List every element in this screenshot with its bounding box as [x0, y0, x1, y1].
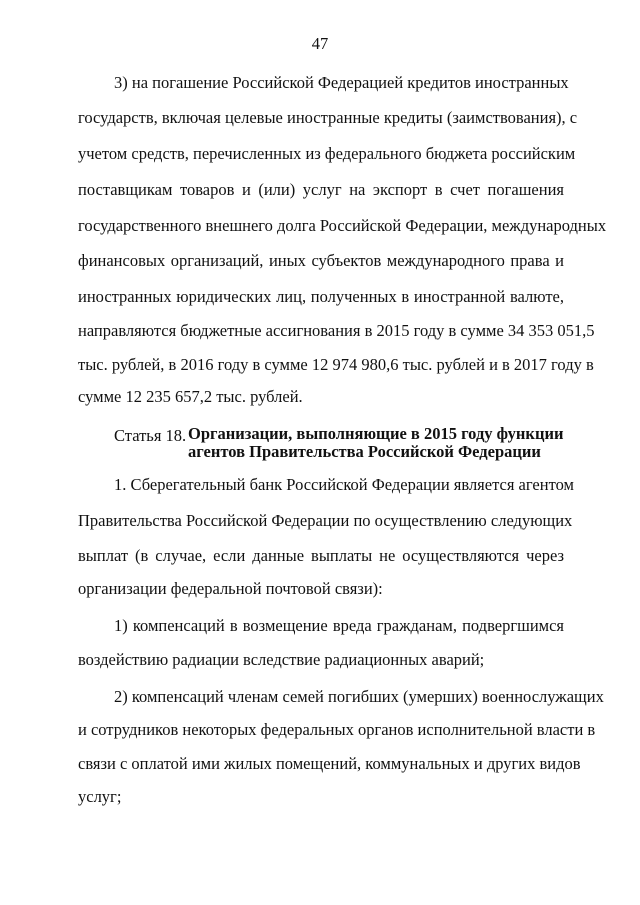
- text-line: выплат (в случае, если данные выплаты не осуществляются через: [78, 546, 564, 565]
- text-line: государственного внешнего долга Российской Федерации, международных: [78, 216, 607, 235]
- text-line: 3) на погашение Российской Федерацией кредитов иностранных: [114, 73, 569, 92]
- article-title: [188, 424, 564, 461]
- text-line: тыс. рублей, в 2016 году в сумме 12 974 980,6 тыс. рублей и в 2017 году в: [78, 355, 594, 374]
- text-line: связи с оплатой ими жилых помещений, коммунальных и других видов: [78, 754, 581, 773]
- text-line: направляются бюджетные ассигнования в 2015 году в сумме 34 353 051,5: [78, 321, 595, 340]
- text-line: 1) компенсаций в возмещение вреда гражданам, подвергшимся: [114, 616, 564, 635]
- article-title-line-1: Организации, выполняющие в 2015 году функции: [188, 424, 564, 443]
- text-line: услуг;: [78, 787, 122, 806]
- text-line: 2) компенсаций членам семей погибших (умерших) военнослужащих: [114, 687, 604, 706]
- text-line: воздействию радиации вследствие радиационных аварий;: [78, 650, 485, 669]
- text-line: 1. Сберегательный банк Российской Федерации является агентом: [114, 475, 574, 494]
- text-line: иностранных юридических лиц, полученных в иностранной валюте,: [78, 287, 564, 306]
- text-line: организации федеральной почтовой связи):: [78, 579, 383, 598]
- article-label: Статья 18.: [114, 426, 187, 445]
- text-line: государств, включая целевые иностранные кредиты (заимствования), с: [78, 108, 578, 127]
- text-line: Правительства Российской Федерации по осуществлению следующих: [78, 511, 573, 530]
- text-line: поставщикам товаров и (или) услуг на экспорт в счет погашения: [78, 180, 564, 199]
- text-line: и сотрудников некоторых федеральных органов исполнительной власти в: [78, 720, 596, 739]
- text-line: финансовых организаций, иных субъектов международного права и: [78, 251, 564, 270]
- text-line: учетом средств, перечисленных из федерального бюджета российским: [78, 144, 576, 163]
- article-title-line-2: агентов Правительства Российской Федерации: [188, 442, 541, 461]
- text-line: сумме 12 235 657,2 тыс. рублей.: [78, 387, 303, 406]
- page-number: 47: [311, 34, 329, 53]
